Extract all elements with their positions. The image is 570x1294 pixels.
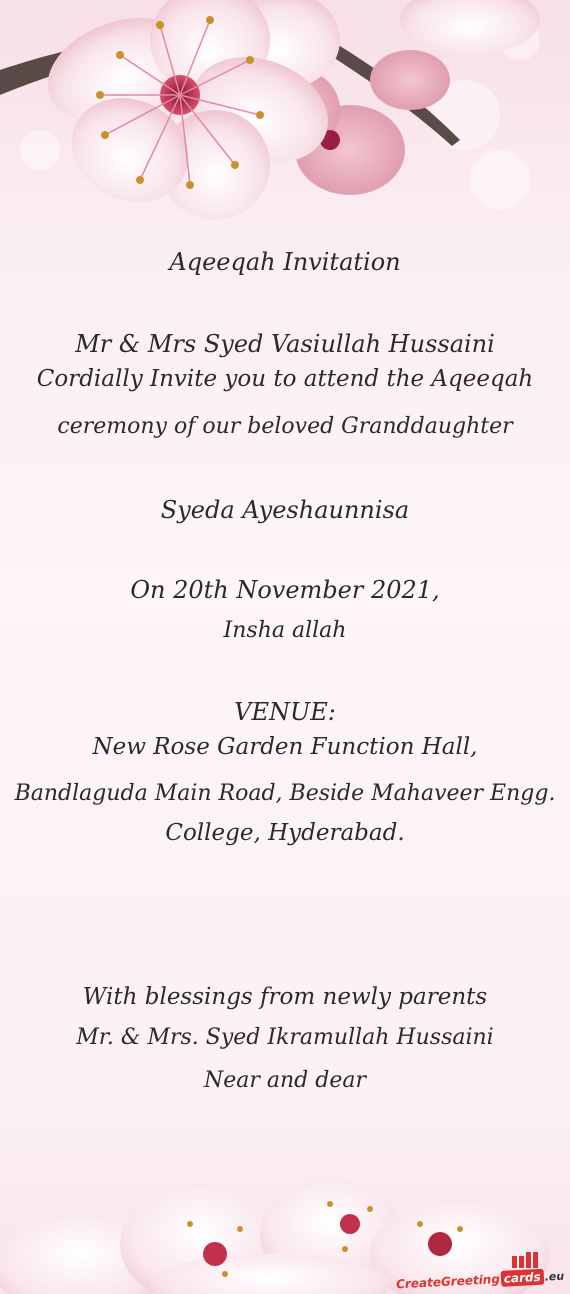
child-name: Syeda Ayeshaunnisa	[160, 496, 410, 524]
cherry-blossom-bottom-image	[0, 1124, 570, 1294]
parents-names: Mr. & Mrs. Syed Ikramullah Hussaini	[76, 1025, 494, 1050]
closing-line: Near and dear	[204, 1068, 366, 1093]
blessings-line: With blessings from newly parents	[82, 984, 488, 1010]
host-names: Mr & Mrs Syed Vasiullah Hussaini	[75, 330, 495, 358]
insha-allah: Insha allah	[223, 618, 347, 643]
brand-text: CreateGreeting	[395, 1271, 500, 1292]
invitation-title: Aqeeqah Invitation	[169, 248, 401, 276]
venue-line-3: College, Hyderabad.	[165, 820, 405, 846]
invite-line-1: Cordially Invite you to attend the Aqeeqah	[36, 366, 534, 392]
event-date: On 20th November 2021,	[130, 576, 440, 604]
venue-line-1: New Rose Garden Function Hall,	[92, 734, 478, 760]
brand-suffix: .eu	[544, 1269, 565, 1284]
venue-line-2: Bandlaguda Main Road, Beside Mahaveer Engg.	[14, 781, 556, 806]
venue-label: VENUE:	[234, 698, 336, 726]
gift-icon	[510, 1248, 540, 1270]
invite-line-2: ceremony of our beloved Granddaughter	[57, 414, 513, 439]
brand-highlight: cards	[500, 1269, 544, 1287]
cherry-blossom-top-image	[0, 0, 570, 240]
